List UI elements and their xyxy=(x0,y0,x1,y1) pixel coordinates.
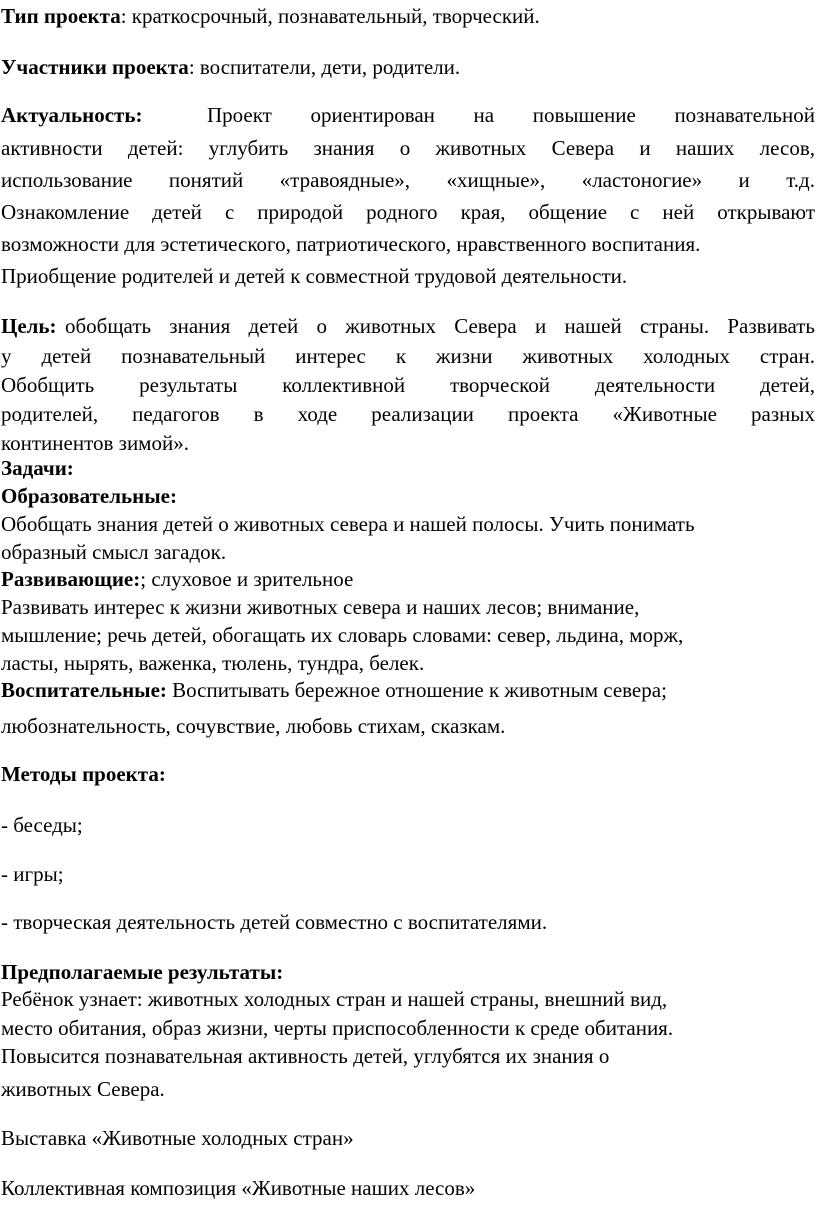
methods-item-1: - беседы; xyxy=(1,813,83,837)
exhibition-line: Выставка «Животные холодных стран» xyxy=(1,1126,354,1150)
developing-line-1: Развивать интерес к жизни животных севера и наших лесов; внимание, xyxy=(1,595,640,619)
results-line-2: место обитания, образ жизни, черты приспособленности к среде обитания. xyxy=(1,1016,674,1040)
goal-line-4: родителей, педагогов в ходе реализации проекта «Животные разных xyxy=(1,402,815,426)
educational-line-2: образный смысл загадок. xyxy=(1,540,227,564)
participants-text: : воспитатели, дети, родители. xyxy=(188,55,461,79)
upbringing-label: Воспитательные: xyxy=(1,678,167,702)
project-type-text: : краткосрочный, познавательный, творческий. xyxy=(120,4,540,28)
goal-line-1 xyxy=(1,314,815,338)
tasks-heading xyxy=(1,456,815,480)
relevance-text-1: Проект ориентирован на повышение познавательной xyxy=(207,103,815,127)
goal-line-5: континентов зимой». xyxy=(1,431,189,455)
goal-text-1: обобщать знания детей о животных Севера и нашей страны. Развивать xyxy=(65,314,815,338)
relevance-line-3: использование понятий «травоядные», «хищные», «ластоногие» и т.д. xyxy=(1,168,815,192)
relevance-line-4: Ознакомление детей с природой родного края, общение с ней открывают xyxy=(1,200,815,224)
upbringing-line-1 xyxy=(1,678,815,702)
developing-label: Развивающие: xyxy=(1,567,141,591)
project-type-line xyxy=(1,4,815,28)
relevance-line-6: Приобщение родителей и детей к совместной трудовой деятельности. xyxy=(1,264,628,288)
methods-heading xyxy=(1,762,815,786)
developing-line-3: ласты, нырять, важенка, тюлень, тундра, белек. xyxy=(1,651,425,675)
results-line-3: Повысится познавательная активность детей, углубятся их знания о xyxy=(1,1044,610,1068)
educational-heading xyxy=(1,484,815,508)
developing-line-2: мышление; речь детей, обогащать их словарь словами: север, льдина, морж, xyxy=(1,623,684,647)
composition-line: Коллективная композиция «Животные наших лесов» xyxy=(1,1176,476,1200)
upbringing-text: Воспитывать бережное отношение к животным севера; xyxy=(166,678,667,702)
goal-label: Цель: xyxy=(1,314,57,338)
goal-line-3: Обобщить результаты коллективной творческой деятельности детей, xyxy=(1,373,815,397)
relevance-label: Актуальность: xyxy=(1,103,143,127)
developing-heading-line xyxy=(1,567,815,591)
relevance-line-2: активности детей: углубить знания о животных Севера и наших лесов, xyxy=(1,136,815,160)
results-line-4: животных Севера. xyxy=(1,1077,165,1101)
project-type-label: Тип проекта xyxy=(1,4,121,28)
educational-line-1: Обобщать знания детей о животных севера и нашей полосы. Учить понимать xyxy=(1,512,695,536)
tasks-heading-text: Задачи: xyxy=(1,456,74,480)
relevance-line-5: возможности для эстетического, патриотического, нравственного воспитания. xyxy=(1,232,701,256)
methods-heading-text: Методы проекта: xyxy=(1,762,166,786)
educational-label: Образовательные: xyxy=(1,484,177,508)
methods-item-3: - творческая деятельность детей совместно с воспитателями. xyxy=(1,910,548,934)
results-line-1: Ребёнок узнает: животных холодных стран и нашей страны, внешний вид, xyxy=(1,987,668,1011)
methods-item-2: - игры; xyxy=(1,862,64,886)
results-heading xyxy=(1,960,815,984)
upbringing-line-2: любознательность, сочувствие, любовь стихам, сказкам. xyxy=(1,714,506,738)
results-heading-text: Предполагаемые результаты: xyxy=(1,960,284,984)
participants-label: Участники проекта xyxy=(1,55,189,79)
developing-text: ; слуховое и зрительное xyxy=(140,567,354,591)
relevance-line-1 xyxy=(1,103,815,127)
participants-line xyxy=(1,55,815,79)
goal-line-2: у детей познавательный интерес к жизни животных холодных стран. xyxy=(1,344,815,368)
